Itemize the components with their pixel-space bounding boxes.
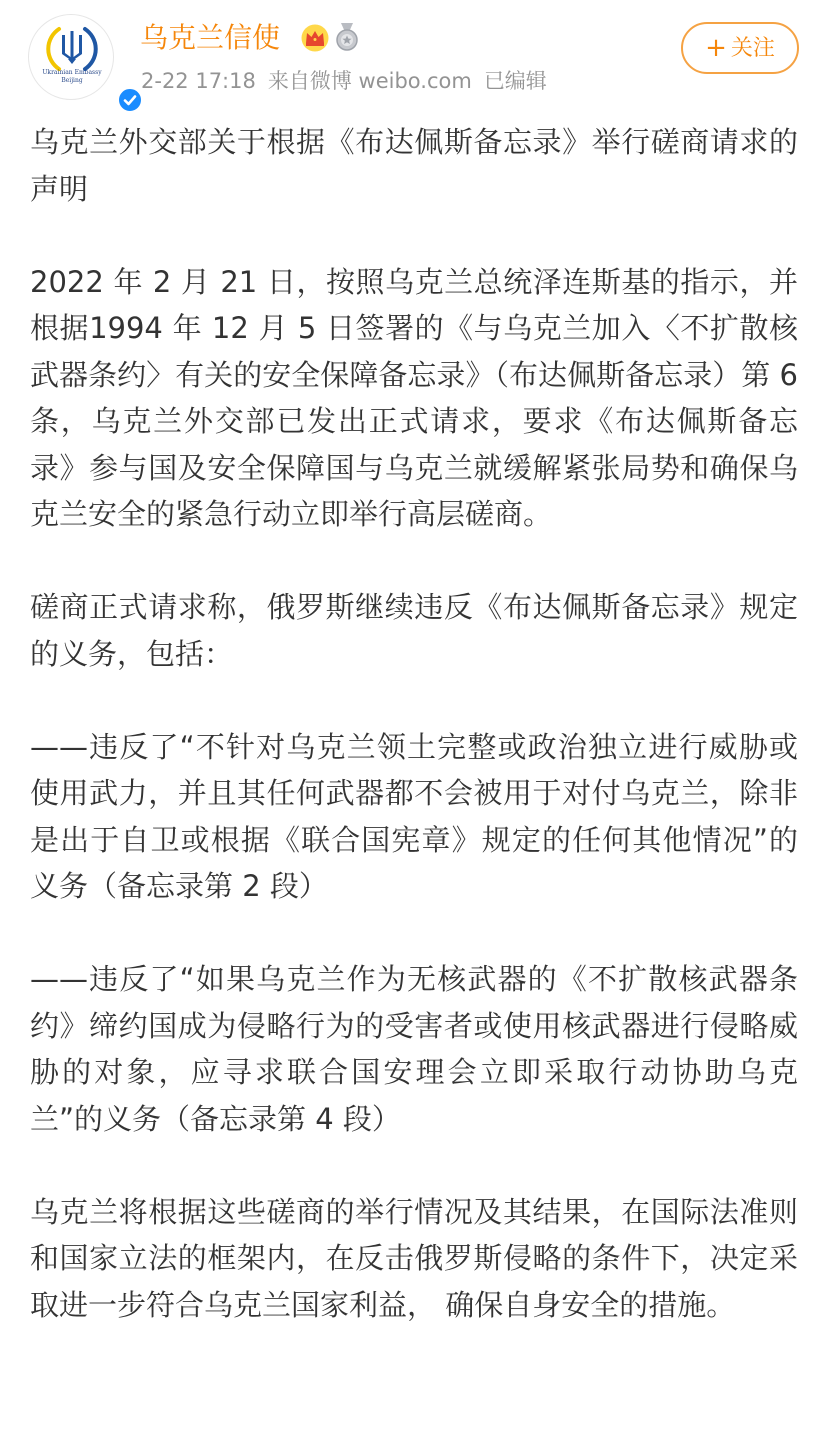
post-paragraph: 乌克兰将根据这些磋商的举行情况及其结果，在国际法准则和国家立法的框架内，在反击俄罗斯侵略的条件下，决定采取进一步符合乌克兰国家利益， 确保自身安全的措施。 (30, 1194, 798, 1322)
follow-button[interactable] (681, 22, 799, 74)
plus-icon: + (705, 33, 727, 63)
post-meta (141, 66, 559, 96)
post-body (30, 119, 798, 1375)
avatar-caption-line-1: Ukrainian Embassy (42, 69, 102, 76)
crown-icon[interactable] (300, 24, 330, 52)
post-paragraph-title: 乌克兰外交部关于根据《布达佩斯备忘录》举行磋商请求的声明 (30, 125, 798, 206)
post-paragraph: 磋商正式请求称，俄罗斯继续违反《布达佩斯备忘录》规定的义务，包括： (30, 590, 798, 671)
avatar-caption-line-2: Beijing (61, 77, 83, 84)
verified-icon (117, 87, 143, 113)
avatar[interactable] (28, 14, 114, 100)
post-header (0, 0, 828, 112)
follow-label: 关注 (730, 36, 775, 61)
post-source[interactable]: 来自微博 weibo.com (267, 69, 472, 93)
avatar-caption (39, 69, 105, 85)
username-link[interactable]: 乌克兰信使 (140, 21, 281, 54)
post-paragraph: ——违反了“如果乌克兰作为无核武器的《不扩散核武器条约》缔约国成为侵略行为的受害者或使用核武器进行侵略威胁的对象，应寻求联合国安理会立即采取行动协助乌克兰”的义务（备忘录第 4 段） (30, 962, 798, 1136)
post-timestamp: 2-22 17:18 (141, 69, 256, 93)
embassy-logo-icon (29, 15, 115, 101)
medal-icon[interactable] (334, 22, 360, 52)
edited-label[interactable]: 已编辑 (483, 69, 547, 93)
post-paragraph: 2022 年 2 月 21 日，按照乌克兰总统泽连斯基的指示，并根据1994 年 12 月 5 日签署的《与乌克兰加入〈不扩散核武器条约〉有关的安全保障备忘录》（布达佩斯备忘录）第 6 条，乌克兰外交部已发出正式请求，要求《布达佩斯备忘录》参与国及安全保障国与乌克兰就缓解紧张局势和确保乌克兰安全的紧急行动立即举行高层磋商。 (30, 264, 798, 531)
post-paragraph: ——违反了“不针对乌克兰领土完整或政治独立进行威胁或使用武力，并且其任何武器都不会被用于对付乌克兰，除非是出于自卫或根据《联合国宪章》规定的任何其他情况”的义务（备忘录第 2 段） (30, 729, 798, 903)
